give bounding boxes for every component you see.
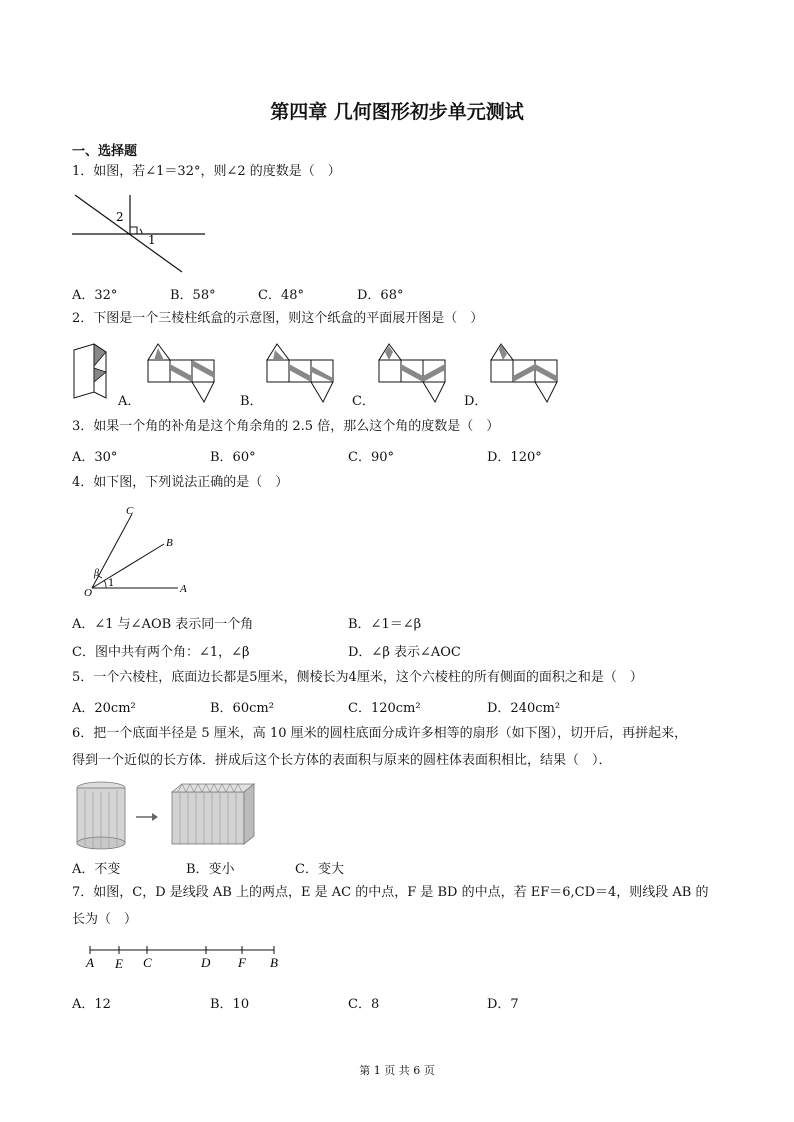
- q4-option-a[interactable]: A．∠1 与∠AOB 表示同一个角: [72, 617, 254, 632]
- q7-label-d: D: [201, 955, 211, 970]
- q2-option-c-label[interactable]: C．: [352, 394, 375, 409]
- q7-label-a: A: [86, 955, 94, 970]
- q4-option-d[interactable]: D．∠β 表示∠AOC: [348, 645, 461, 660]
- q1-option-d[interactable]: D．68°: [357, 288, 404, 303]
- q2-option-a-label[interactable]: A．: [118, 394, 141, 409]
- q4-label-a: A: [180, 583, 187, 595]
- page-title: 第四章 几何图形初步单元测试: [270, 101, 524, 123]
- q6-option-a[interactable]: A．不变: [72, 862, 121, 877]
- q1-option-c[interactable]: C．48°: [258, 288, 304, 303]
- q7-option-d[interactable]: D．7: [487, 997, 519, 1012]
- section-heading: 一、选择题: [72, 144, 138, 159]
- q3-option-d[interactable]: D．120°: [487, 450, 542, 465]
- q6-figure: [74, 780, 264, 850]
- question-6-text-line1: 6．把一个底面半径是 5 厘米，高 10 厘米的圆柱底面分成许多相等的扇形（如下图），切开后，再拼起来，: [72, 726, 688, 741]
- q2-option-d-label[interactable]: D．: [464, 394, 488, 409]
- q4-label-beta: β: [94, 568, 99, 579]
- q7-option-c[interactable]: C．8: [348, 997, 380, 1012]
- q4-label-c: C: [126, 505, 134, 517]
- question-2-text: 2．下图是一个三棱柱纸盒的示意图，则这个纸盒的平面展开图是（ ）: [72, 311, 484, 326]
- q7-label-e: E: [115, 956, 123, 971]
- q7-segment-figure: [84, 942, 284, 974]
- question-5-text: 5．一个六棱柱，底面边长都是5厘米，侧棱长为4厘米，这个六棱柱的所有侧面的面积之和是（ ）: [72, 670, 643, 685]
- q5-option-a[interactable]: A．20cm²: [72, 701, 136, 716]
- q1-option-a[interactable]: A．32°: [72, 288, 118, 303]
- q5-option-d[interactable]: D．240cm²: [487, 701, 561, 716]
- q2-prism-figure: [72, 342, 112, 402]
- q4-option-c[interactable]: C．图中共有两个角：∠1，∠β: [72, 645, 250, 660]
- q6-option-b[interactable]: B．变小: [186, 862, 235, 877]
- question-7-text-line1: 7．如图，C，D 是线段 AB 上的两点，E 是 AC 的中点，F 是 BD 的中点，若 EF＝6,CD＝4，则线段 AB 的: [72, 885, 709, 900]
- q2-net-option-a[interactable]: [146, 340, 216, 405]
- q2-net-option-d[interactable]: [489, 340, 561, 405]
- q7-label-b: B: [270, 955, 278, 970]
- q1-figure: [70, 190, 210, 275]
- q2-net-option-c[interactable]: [377, 340, 449, 405]
- q4-label-o: O: [84, 587, 92, 599]
- question-3-text: 3．如果一个角的补角是这个角余角的 2.5 倍，那么这个角的度数是（ ）: [72, 419, 500, 434]
- q4-option-b[interactable]: B．∠1＝∠β: [348, 617, 422, 632]
- q6-option-c[interactable]: C．变大: [295, 862, 344, 877]
- q4-figure: [82, 502, 202, 602]
- q7-option-a[interactable]: A．12: [72, 997, 111, 1012]
- q3-option-c[interactable]: C．90°: [348, 450, 394, 465]
- question-7-text-line2: 长为（ ）: [72, 912, 138, 927]
- q1-label-1: 1: [148, 233, 156, 247]
- q5-option-b[interactable]: B．60cm²: [210, 701, 274, 716]
- question-1-text: 1．如图，若∠1＝32°，则∠2 的度数是（ ）: [72, 164, 341, 179]
- q5-option-c[interactable]: C．120cm²: [348, 701, 421, 716]
- q7-label-f: F: [238, 955, 246, 970]
- q1-option-b[interactable]: B．58°: [170, 288, 216, 303]
- q4-label-1: 1: [108, 578, 115, 589]
- page-footer: 第 1 页 共 6 页: [359, 1064, 435, 1077]
- q4-label-b: B: [166, 537, 173, 549]
- q3-option-a[interactable]: A．30°: [72, 450, 118, 465]
- q2-net-option-b[interactable]: [265, 340, 337, 405]
- q2-option-b-label[interactable]: B．: [240, 394, 263, 409]
- q1-label-2: 2: [116, 210, 124, 224]
- question-6-text-line2: 得到一个近似的长方体．拼成后这个长方体的表面积与原来的圆柱体表面积相比，结果（ ）．: [72, 753, 612, 768]
- q7-label-c: C: [143, 955, 152, 970]
- q3-option-b[interactable]: B．60°: [210, 450, 256, 465]
- question-4-text: 4．如下图，下列说法正确的是（ ）: [72, 475, 289, 490]
- q7-option-b[interactable]: B．10: [210, 997, 250, 1012]
